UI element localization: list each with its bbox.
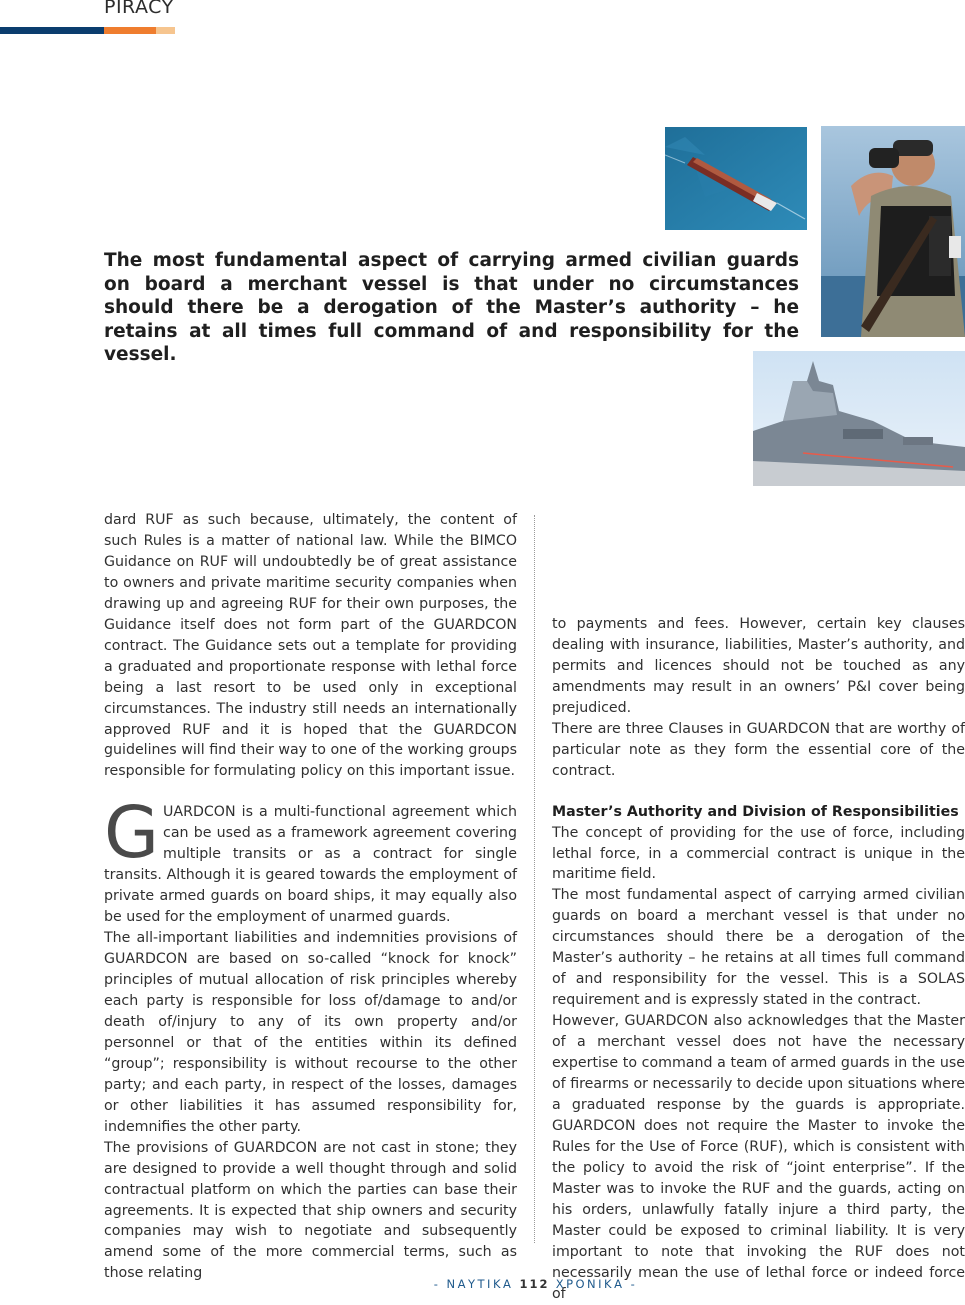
paragraph: to payments and fees. However, certain key clauses dealing with insurance, liabilities, Master’s authority, and permits and licences should not be touched as any amendments may result in an owners’ P&I cover being prejudiced.	[552, 616, 965, 716]
paragraph: The most fundamental aspect of carrying armed civilian guards on board a merchant vessel is that under no circumstances should there be a derogation of the Master’s authority – he retains at all times full command of and responsibility for the vessel. This is a SOLAS requirement and is expressly stated in the contract.	[552, 887, 965, 1009]
footer-right: ΧΡΟΝΙΚΑ -	[555, 1277, 638, 1291]
section-label: PIRACY	[104, 0, 174, 18]
paragraph: The all-important liabilities and indemnities provisions of GUARDCON are based on so-called “knock for knock” principles of mutual allocation of risk principles whereby each party is responsible for loss of/damage to and/or death of/injury to any of its own property and/or personnel or that of the entities within its defined “group”; responsibility is without recourse to the other party; and each party, in respect of the losses, damages or other liabilities it has assumed responsibility for, indemnifies the other party.	[104, 930, 517, 1135]
page-number: 112	[519, 1277, 550, 1291]
tanker-ship-photo	[665, 127, 807, 230]
page-footer	[0, 1277, 965, 1291]
paragraph: The concept of providing for the use of force, including lethal force, in a commercial contract is unique in the maritime field.	[552, 824, 965, 883]
paragraph: dard RUF as such because, ultimately, the content of such Rules is a matter of national law. While the BIMCO Guidance on RUF will undoubtedly be of great assistance to owners and private maritime security companies when drawing up and agreeing RUF for their own purposes, the Guidance itself does not form part of the GUARDCON contract. The Guidance sets out a template for providing a graduated and proportionate response with lethal force being a last resort to be used only in exceptional circumstances. The industry still needs an internationally approved RUF and it is hoped that the GUARDCON guidelines will find their way to one of the working groups responsible for formulating policy on this important issue.	[104, 512, 517, 780]
armed-guard-photo	[821, 126, 965, 337]
header-bar-orange	[104, 27, 156, 34]
paragraph: There are three Clauses in GUARDCON that are worthy of particular note as they form the essential core of the contract.	[552, 720, 965, 779]
paragraph: The provisions of GUARDCON are not cast in stone; they are designed to provide a well thought through and solid contractual platform on which the parties can base their agreements. It is expected that ship owners and security companies may wish to negotiate and subsequently amend some of the more commercial terms, such as those relating	[104, 1139, 517, 1282]
header-bar-peach	[156, 27, 175, 34]
paragraph-with-dropcap	[104, 791, 517, 928]
warship-photo	[753, 351, 965, 486]
subheading: Master’s Authority and Division of Responsibilities	[552, 803, 959, 820]
paragraph: However, GUARDCON also acknowledges that the Master of a merchant vessel does not have the necessary expertise to command a team of armed guards in the use of firearms or necessarily to decide upon situations where a graduated response by the guards is appropriate. GUARDCON does not require the Master to invoke the Rules for the Use of Force (RUF), which is consistent with the policy to avoid the risk of “joint enterprise”. If the Master was to invoke the RUF and the guards, acting on his orders, unlawfully fatally injure a third party, the Master could be exposed to criminal liability. It is very important to note that invoking the RUF does not necessarily mean the use of lethal force or indeed force of	[552, 1013, 965, 1302]
footer-left: - ΝΑΥΤΙΚΑ	[433, 1277, 514, 1291]
right-column	[552, 614, 965, 1305]
pull-quote: The most fundamental aspect of carrying armed civilian guards on board a merchant vessel is that under no circumstances should there be a derogation of the Master’s authority – he retains at all times full command of and responsibility for the vessel.	[104, 250, 799, 365]
column-divider	[534, 515, 535, 1243]
header-bar-blue	[0, 27, 104, 34]
left-column	[104, 510, 517, 1284]
drop-cap: G	[104, 791, 160, 875]
paragraph-text: UARDCON is a multi-functional agreement which can be used as a framework agreement covering multiple transits or as a contract for single transits. Although it is geared towards the employment of private armed guards on board ships, it may equally also be used for the employment of unarmed guards.	[104, 804, 517, 926]
